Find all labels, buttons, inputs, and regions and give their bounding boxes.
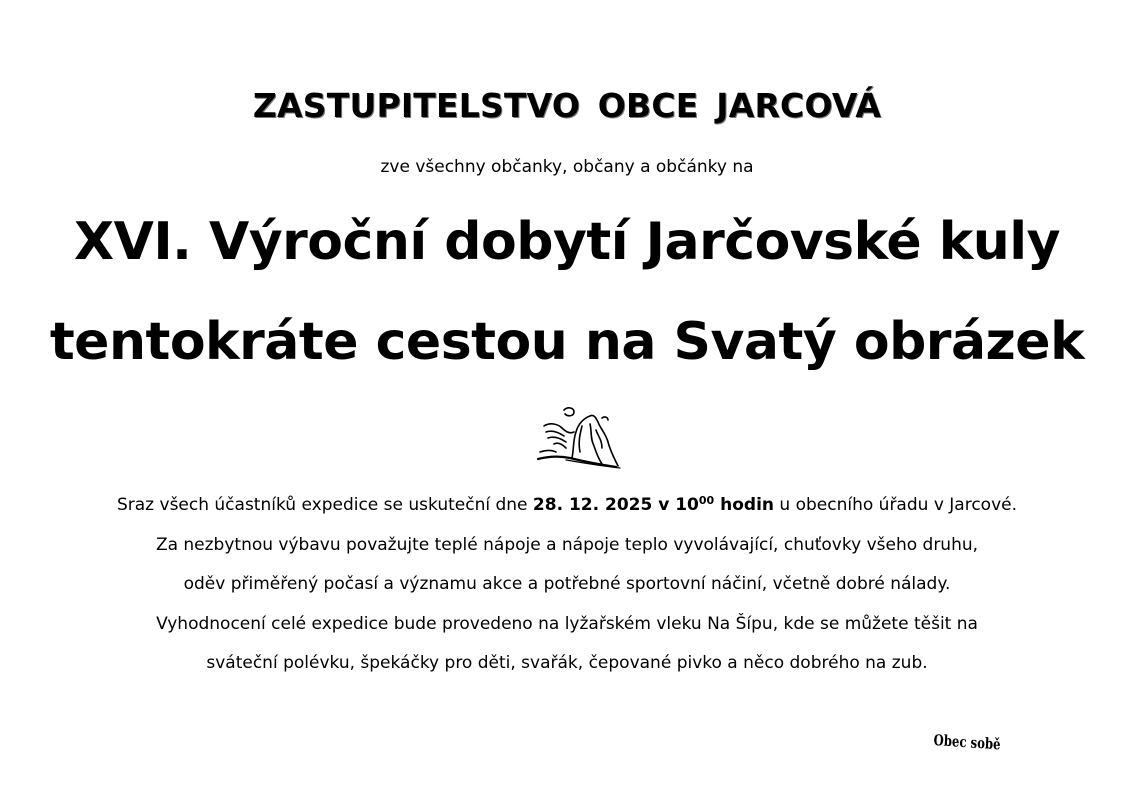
meeting-date: 28. 12. 2025 v 10 (532, 495, 699, 515)
details-line-refreshments: sváteční polévku, špekáčky pro děti, svařák, čepované pivko a něco dobrého na zub. (206, 653, 928, 673)
meeting-hour-word: hodin (714, 495, 775, 515)
meeting-place-text: u obecního úřadu v Jarcové. (774, 495, 1018, 515)
meeting-intro-text: Sraz všech účastníků expedice se uskuteční dne (116, 495, 533, 515)
event-details (0, 490, 1134, 688)
hill-icon (536, 404, 622, 474)
details-line-meeting (0, 490, 1134, 530)
details-line-evaluation: Vyhodnocení celé expedice bude provedeno na lyžařském vleku Na Šípu, kde se můžete těšit na (156, 613, 978, 634)
details-line-equipment: Za nezbytnou výbavu považujte teplé nápoje a nápoje teplo vyvolávající, chuťovky všeho druhu, (155, 534, 979, 555)
meeting-date-time (533, 495, 774, 515)
invitation-line: zve všechny občanky, občany a občánky na (380, 157, 754, 177)
organization-heading: ZASTUPITELSTVO OBCE JARCOVÁ (252, 86, 882, 125)
details-line-clothing: oděv přiměřený počasí a významu akce a potřebné sportovní náčiní, včetně dobré nálady. (183, 574, 951, 594)
meeting-minutes: 00 (698, 494, 715, 507)
event-title-line-1: XVI. Výroční dobytí Jarčovské kuly (73, 212, 1061, 272)
event-title-line-2: tentokráte cestou na Svatý obrázek (49, 312, 1085, 372)
signature: Obec sobě (933, 731, 1001, 754)
